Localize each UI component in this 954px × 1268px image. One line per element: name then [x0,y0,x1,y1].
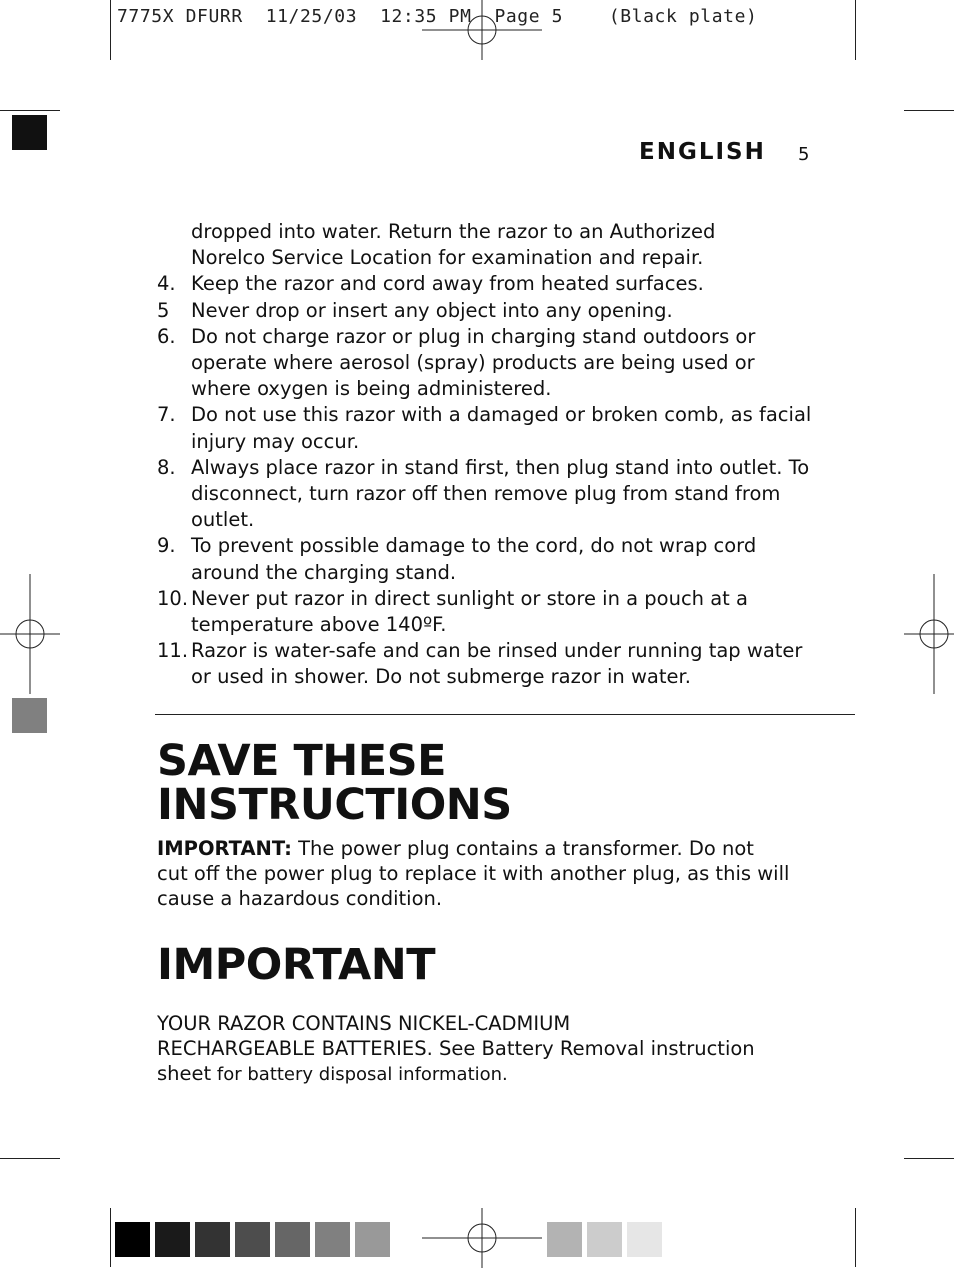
swatch [115,1222,150,1257]
text-line: injury may occur. [191,429,360,453]
item-number: 9. [157,534,176,558]
text-line: where oxygen is being administered. [191,377,552,401]
text-run: sheet [157,1062,212,1085]
crop-mark [904,1158,954,1159]
text-run: The power plug contains a transformer. Do not [291,837,754,860]
save-heading-line2: INSTRUCTIONS [157,780,512,830]
crop-mark [855,1208,856,1267]
registration-mark-left [0,574,60,694]
slug-page: Page 5 [494,6,564,27]
item-number: 6. [157,324,176,348]
text-run: See Battery Removal instruction [432,1037,755,1060]
text-line: Norelco Service Location for examination and repair. [191,246,704,270]
item-number: 4. [157,272,176,296]
slug-plate: (Black plate) [608,6,758,27]
list-item [157,298,817,324]
crop-mark [904,110,954,111]
crop-mark [0,110,60,111]
text-line: temperature above 140ºF. [191,613,447,637]
text-line: YOUR RAZOR CONTAINS NICKEL-CADMIUM [157,1012,571,1035]
page-number: 5 [798,144,810,165]
item-number: 10. [157,586,189,610]
side-black-block [12,115,47,150]
swatch [155,1222,190,1257]
swatch [627,1222,662,1257]
crop-mark [110,0,111,60]
text-line: around the charging stand. [191,560,457,584]
item-number: 11. [157,639,189,663]
slug-time: 12:35 PM [380,6,472,27]
crop-mark [110,1208,111,1267]
text-line: To prevent possible damage to the cord, do not wrap cord [191,534,757,558]
text-run: RECHARGEABLE BATTERIES. [157,1037,433,1060]
section-language-header: ENGLISH [639,139,766,165]
list-item [157,586,817,638]
text-line: Always place razor in stand first, then plug stand into outlet. To [191,455,810,479]
item-number: 7. [157,403,176,427]
crop-mark [0,1158,60,1159]
list-item [157,271,817,297]
item-number: 8. [157,455,176,479]
text-line: Do not charge razor or plug in charging stand outdoors or [191,324,756,348]
swatch [275,1222,310,1257]
text-line: or used in shower. Do not submerge razor in water. [191,665,691,689]
text-line: Keep the razor and cord away from heated surfaces. [191,272,704,296]
swatch [355,1222,390,1257]
text-line [157,1036,807,1061]
text-line: cut off the power plug to replace it with another plug, as this will [157,862,790,885]
swatch [587,1222,622,1257]
crop-mark [855,0,856,60]
section-divider [155,714,855,715]
text-line: dropped into water. Return the razor to an Authorized [191,220,716,243]
text-run: for battery disposal information. [211,1064,508,1085]
list-item [157,533,817,585]
text-line: operate where aerosol (spray) products are being used or [191,351,755,375]
text-line: Never drop or insert any object into any opening. [191,298,673,322]
registration-mark-bottom [422,1208,542,1268]
text-line: Razor is water-safe and can be rinsed under running tap water [191,639,803,663]
registration-mark-top [422,0,542,60]
save-heading-line1: SAVE THESE [157,736,446,786]
transformer-warning [157,836,807,911]
swatch [195,1222,230,1257]
list-continuation [157,219,817,271]
text-line: outlet. [191,508,255,532]
list-item [157,638,817,690]
list-item [157,455,817,534]
slug-job: 7775X DFURR [117,6,243,27]
safety-instructions-list [157,219,817,691]
side-grey-block [12,698,47,733]
text-line: Never put razor in direct sunlight or store in a pouch at a [191,586,748,610]
text-line [157,1061,807,1087]
slug-date: 11/25/03 [265,6,358,27]
swatch [315,1222,350,1257]
registration-mark-right [904,574,954,694]
text-line: cause a hazardous condition. [157,887,443,910]
text-line: Do not use this razor with a damaged or broken comb, as facial [191,403,812,427]
swatch [235,1222,270,1257]
important-label: IMPORTANT: [157,837,292,860]
text-line [157,836,807,861]
list-item [157,402,817,454]
swatch [547,1222,582,1257]
item-number: 5 [157,298,170,322]
important-heading: IMPORTANT [157,940,436,990]
battery-notice [157,1011,807,1087]
text-line: disconnect, turn razor off then remove plug from stand from [191,482,781,506]
list-item [157,324,817,403]
